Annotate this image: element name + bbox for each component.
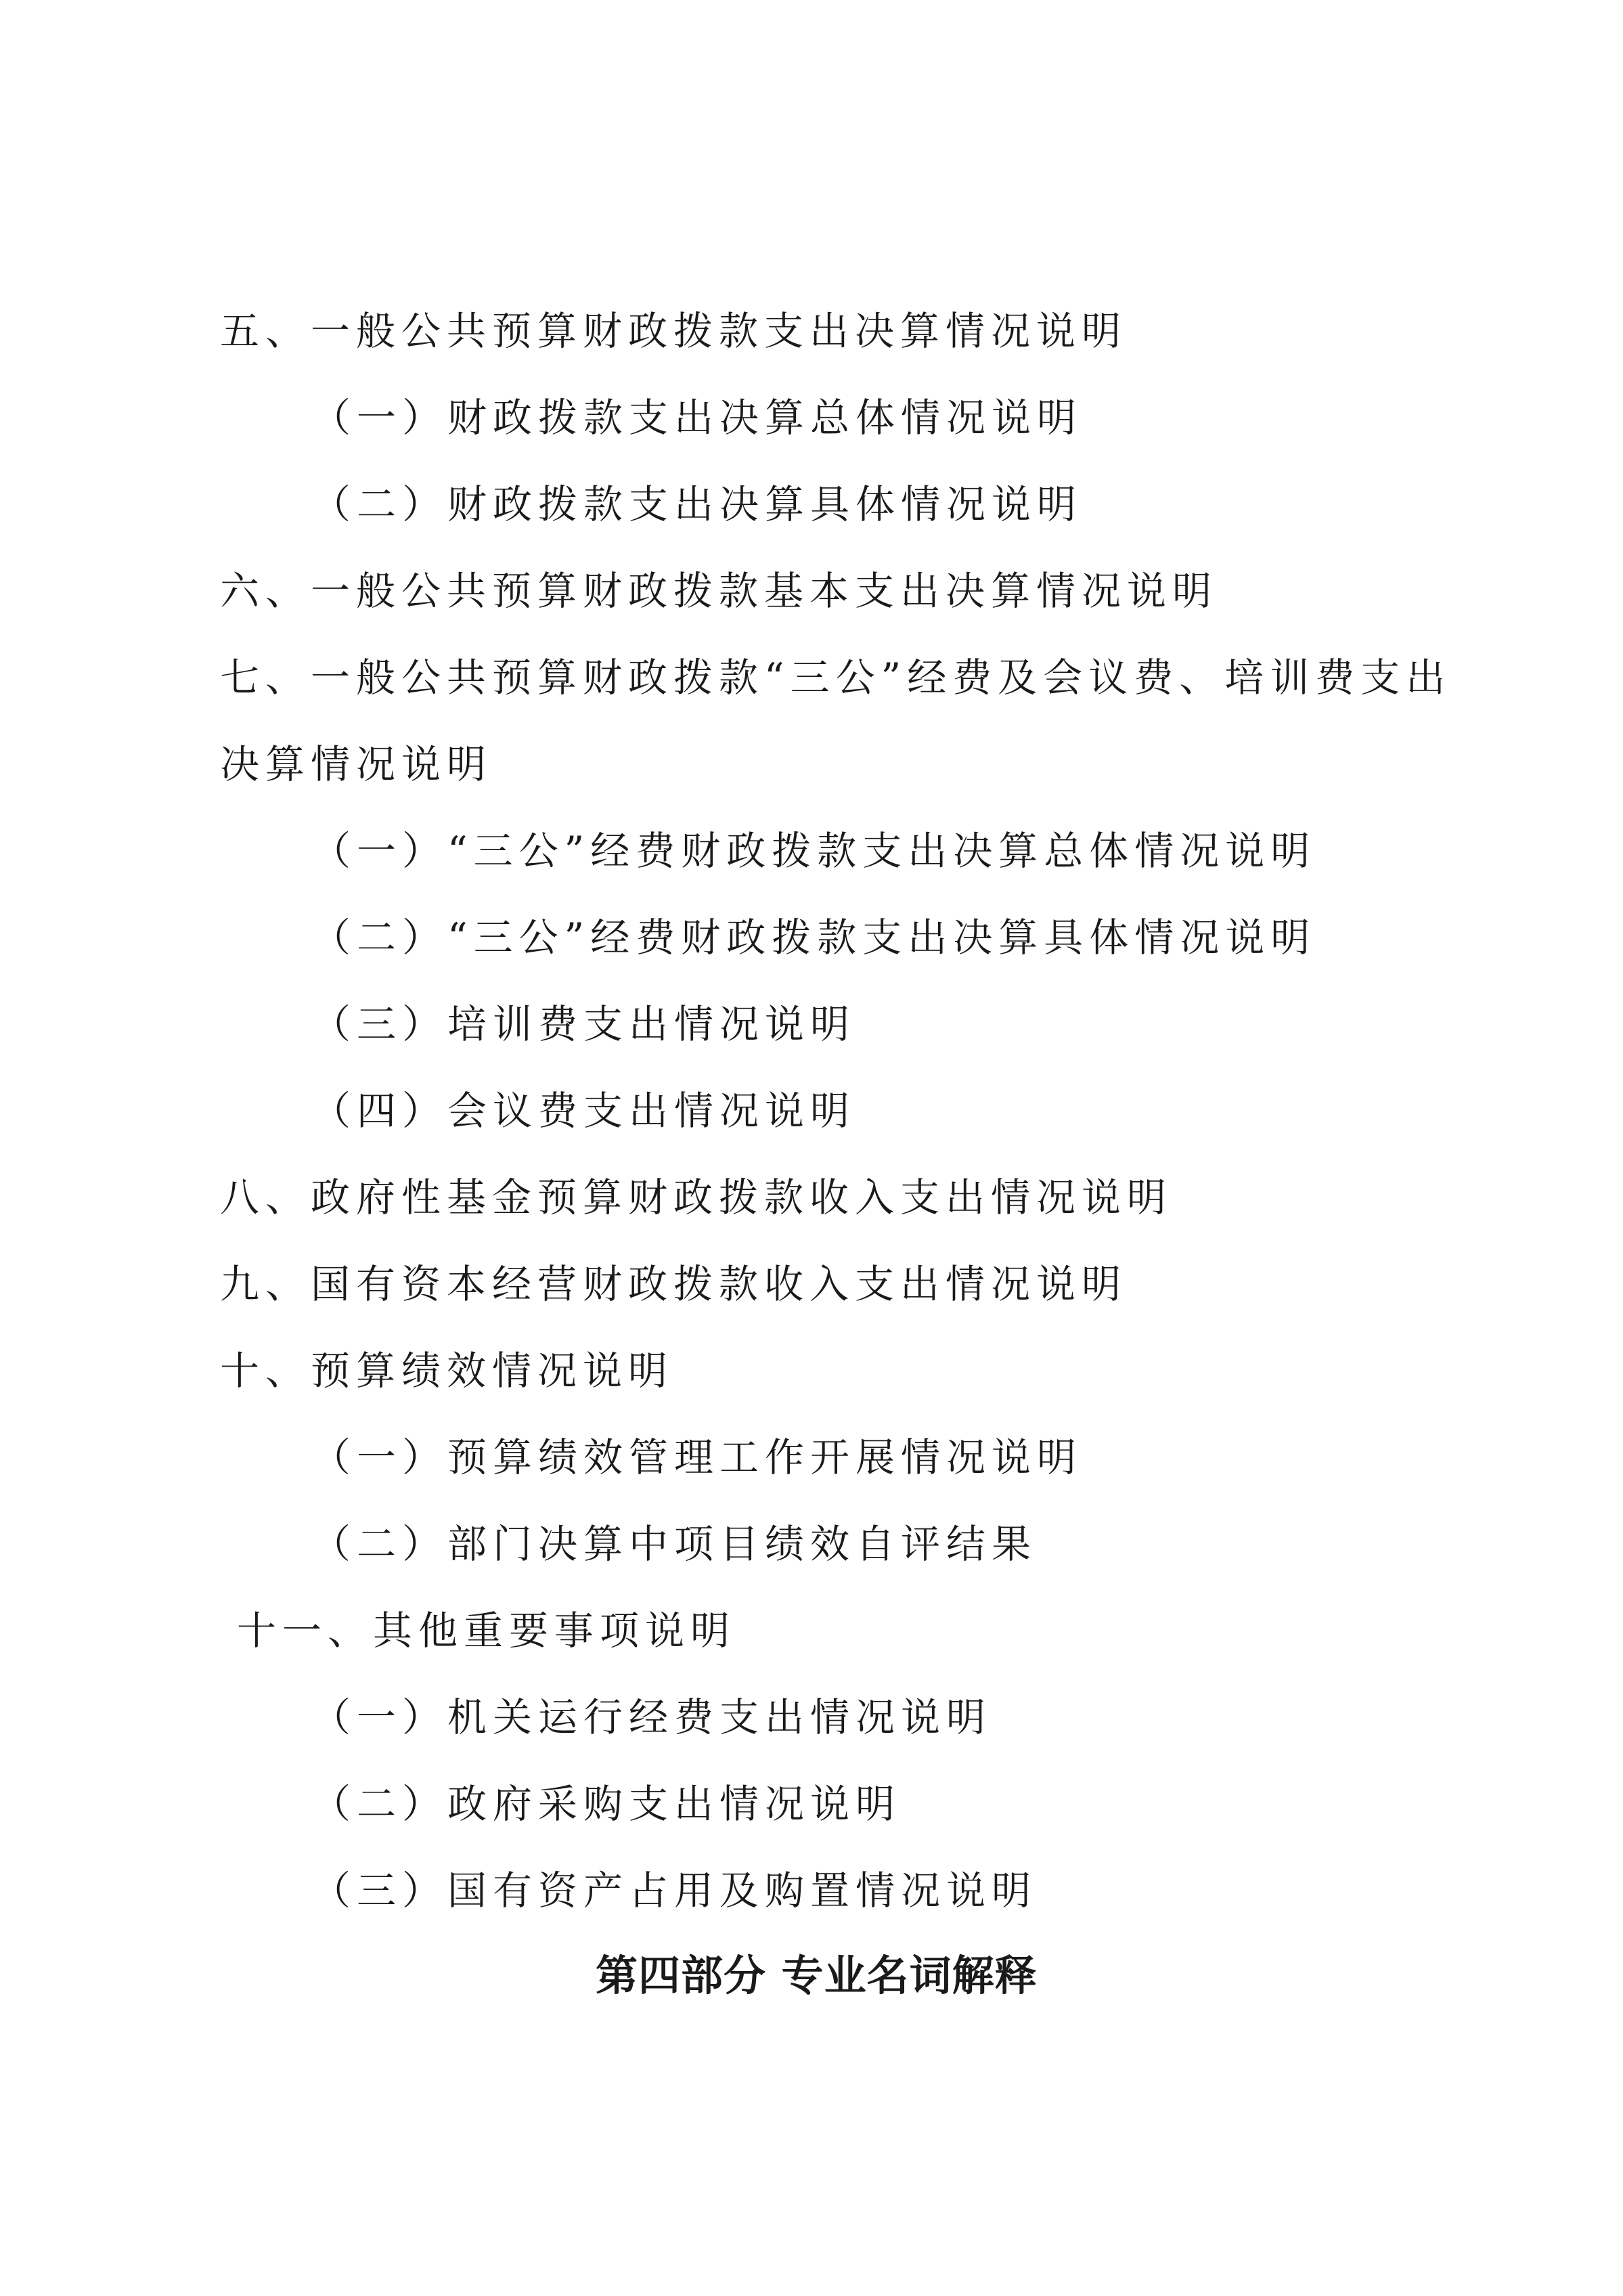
toc-subitem-5-1: （一）财政拨款支出决算总体情况说明: [311, 395, 1083, 441]
part-heading: 第四部分 专业名词解释: [596, 1951, 1038, 2000]
toc-subitem-11-3: （三）国有资产占用及购置情况说明: [311, 1868, 1038, 1914]
toc-subitem-11-2: （二）政府采购支出情况说明: [311, 1781, 902, 1827]
toc-subitem-10-1: （一）预算绩效管理工作开展情况说明: [311, 1434, 1083, 1480]
toc-item-10: 十、预算绩效情况说明: [220, 1348, 674, 1394]
toc-item-7: 七、一般公共预算财政拨款“三公”经费及会议费、培训费支出: [220, 655, 1452, 701]
toc-item-7-continued: 决算情况说明: [220, 741, 493, 787]
toc-item-9: 九、国有资本经营财政拨款收入支出情况说明: [220, 1261, 1128, 1307]
toc-subitem-7-1: （一）“三公”经费财政拨款支出决算总体情况说明: [311, 828, 1316, 874]
toc-item-6: 六、一般公共预算财政拨款基本支出决算情况说明: [220, 568, 1218, 614]
toc-item-5: 五、一般公共预算财政拨款支出决算情况说明: [220, 308, 1128, 354]
toc-subitem-7-2: （二）“三公”经费财政拨款支出决算具体情况说明: [311, 914, 1316, 961]
toc-subitem-7-3: （三）培训费支出情况说明: [311, 1001, 856, 1047]
toc-subitem-5-2: （二）财政拨款支出决算具体情况说明: [311, 481, 1083, 527]
toc-subitem-10-2: （二）部门决算中项目绩效自评结果: [311, 1521, 1038, 1567]
toc-subitem-11-1: （一）机关运行经费支出情况说明: [311, 1694, 992, 1740]
toc-item-8: 八、政府性基金预算财政拨款收入支出情况说明: [220, 1174, 1173, 1220]
toc-item-11: 十一、其他重要事项说明: [237, 1608, 736, 1654]
toc-subitem-7-4: （四）会议费支出情况说明: [311, 1088, 856, 1134]
